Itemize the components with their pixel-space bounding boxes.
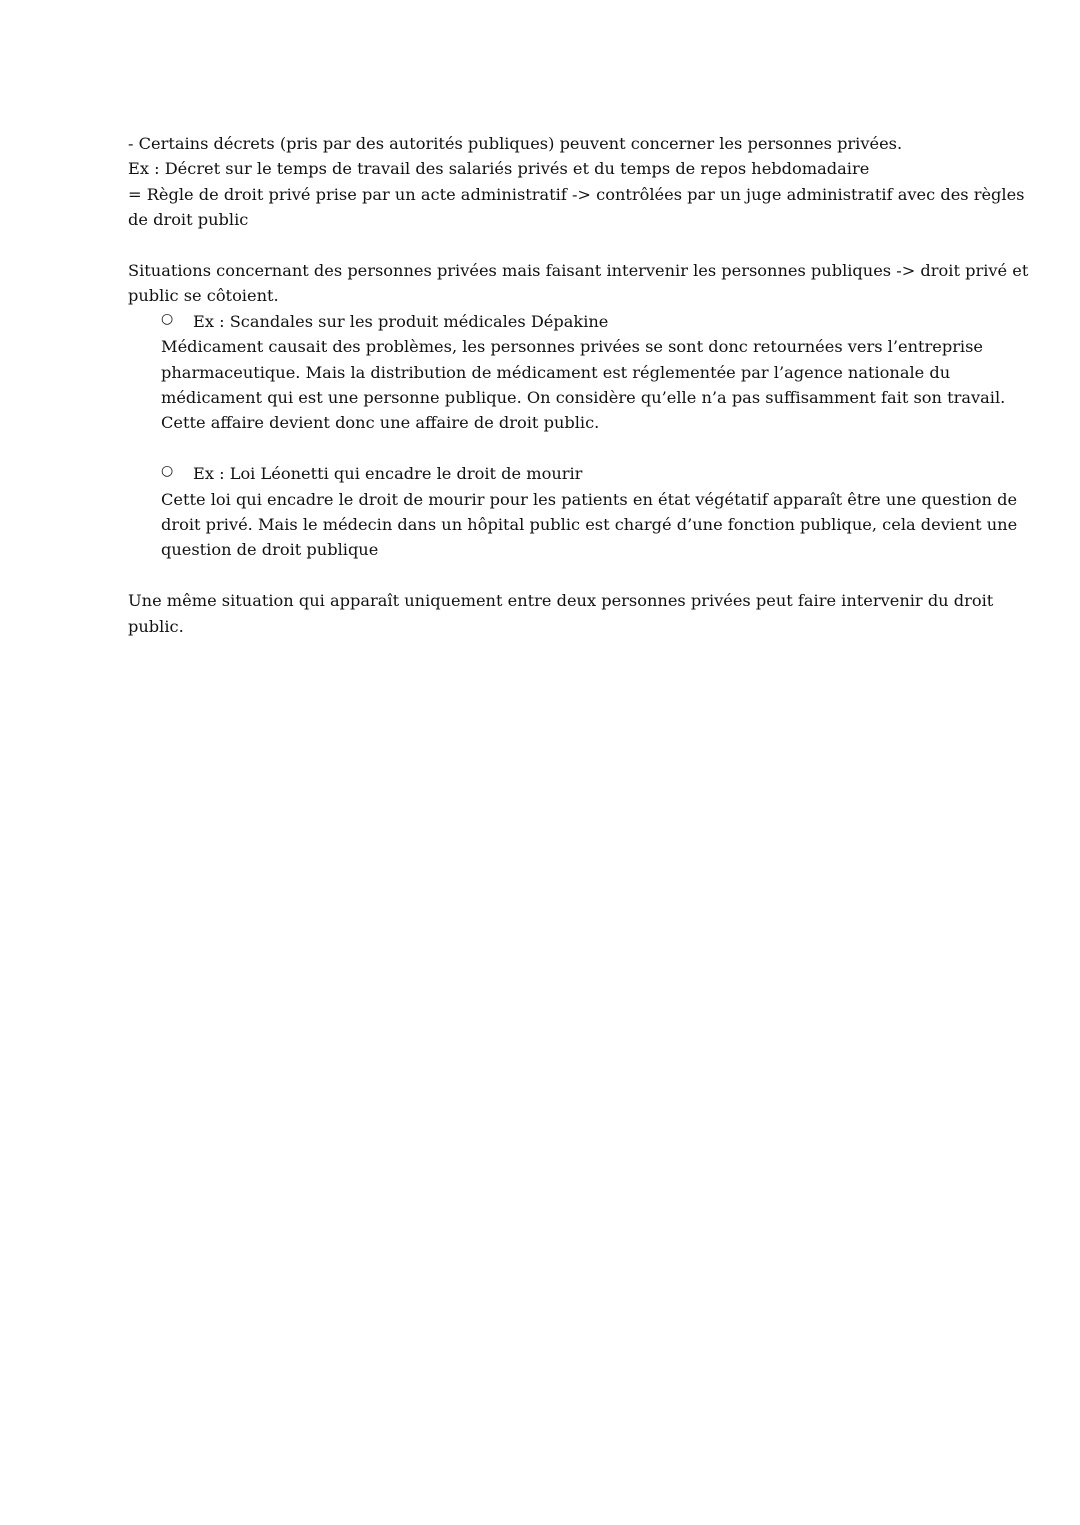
paragraph-gap bbox=[128, 563, 958, 588]
text-line: Médicament causait des problèmes, les personnes privées se sont donc retournées vers l’entreprise bbox=[161, 337, 983, 357]
text-line: Cette affaire devient donc une affaire de droit public. bbox=[161, 413, 600, 433]
conclusion-paragraph bbox=[128, 588, 994, 639]
circle-bullet-icon: ○ bbox=[161, 310, 174, 327]
text-line: médicament qui est une personne publique. On considère qu’elle n’a pas suffisamment fait son travail. bbox=[161, 388, 1006, 408]
example-title-text: Ex : Loi Léonetti qui encadre le droit de mourir bbox=[193, 464, 583, 484]
text-line: Ex : Décret sur le temps de travail des salariés privés et du temps de repos hebdomadaire bbox=[128, 159, 870, 179]
text-line: Cette loi qui encadre le droit de mourir pour les patients en état végétatif apparaît être une question de bbox=[161, 489, 1018, 509]
situations-paragraph bbox=[128, 258, 1029, 309]
text-line: question de droit publique bbox=[161, 540, 379, 560]
document-page bbox=[128, 131, 1029, 639]
example-title bbox=[128, 461, 958, 486]
example-depakine bbox=[128, 309, 1006, 436]
text-line: public. bbox=[128, 616, 184, 636]
text-line: Une même situation qui apparaît uniquement entre deux personnes privées peut faire intervenir du droit bbox=[128, 591, 994, 611]
text-line: droit privé. Mais le médecin dans un hôpital public est chargé d’une fonction publique, cela devient une bbox=[161, 515, 1018, 535]
example-leonetti bbox=[128, 461, 1018, 563]
decrets-paragraph bbox=[128, 131, 1025, 233]
text-line: public se côtoient. bbox=[128, 286, 279, 306]
example-title bbox=[128, 309, 958, 334]
text-line: pharmaceutique. Mais la distribution de médicament est réglementée par l’agence nationale du bbox=[161, 362, 951, 382]
circle-bullet-icon: ○ bbox=[161, 463, 174, 480]
paragraph-gap bbox=[128, 233, 958, 258]
text-line: = Règle de droit privé prise par un acte administratif -> contrôlées par un juge administratif avec des règles bbox=[128, 184, 1025, 204]
text-line: Situations concernant des personnes privées mais faisant intervenir les personnes publiques -> droit privé et bbox=[128, 261, 1029, 281]
text-line: de droit public bbox=[128, 210, 249, 230]
paragraph-gap bbox=[128, 436, 958, 461]
example-title-text: Ex : Scandales sur les produit médicales Dépakine bbox=[193, 311, 609, 331]
text-line: - Certains décrets (pris par des autorités publiques) peuvent concerner les personnes privées. bbox=[128, 134, 903, 153]
